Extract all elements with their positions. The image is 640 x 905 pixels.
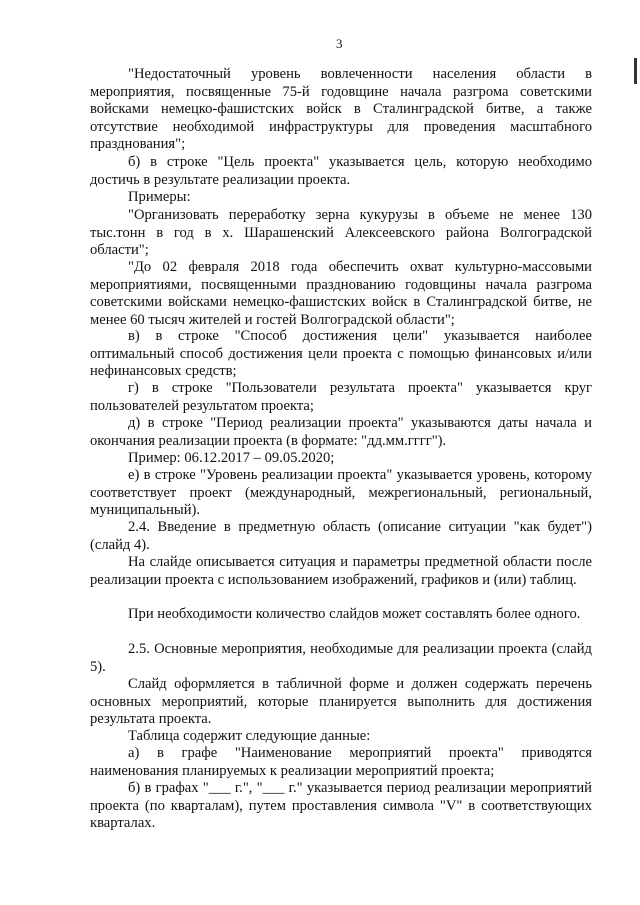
paragraph-table-contents: Таблица содержит следующие данные: xyxy=(128,728,371,744)
paragraph-period-example: Пример: 06.12.2017 – 09.05.2020; xyxy=(128,450,335,466)
paragraph-slide-4-description: На слайде описывается ситуация и параметры предметной области после реализации проекта с использованием изображений, графиков и (или) таблиц. xyxy=(90,554,592,588)
paragraph-goal: б) в строке "Цель проекта" указывается цель, которую необходимо достичь в результате реализации проекта. xyxy=(90,154,592,188)
paragraph-section-2-5: 2.5. Основные мероприятия, необходимые для реализации проекта (слайд 5). xyxy=(90,641,592,675)
paragraph-section-2-4: 2.4. Введение в предметную область (описание ситуации "как будет") (слайд 4). xyxy=(90,519,592,553)
paragraph-column-quarters: б) в графах "___ г.", "___ г." указывается период реализации мероприятий проекта (по кварталам), путем проставления символа "V" в соответствующих кварталах. xyxy=(90,780,592,832)
page-edge-mark xyxy=(634,58,637,84)
paragraph-example-1: "Организовать переработку зерна кукурузы в объеме не менее 130 тыс.тонн в год в х. Шарашенский Алексеевского района Волгоградской области"; xyxy=(90,207,592,259)
paragraph-column-names: а) в графе "Наименование мероприятий проекта" приводятся наименования планируемых к реализации мероприятий проекта; xyxy=(90,745,592,779)
paragraph-examples-heading: Примеры: xyxy=(128,189,191,205)
paragraph-example-2: "До 02 февраля 2018 года обеспечить охват культурно-массовыми мероприятиями, посвященными празднованию годовщины начала разгрома советскими войсками немецко-фашистских войск в Сталинградской битве, не менее 60 тысяч жителей и гостей Волгоградской области"; xyxy=(90,259,592,328)
paragraph-slides-count: При необходимости количество слайдов может составлять более одного. xyxy=(128,606,581,622)
paragraph-method: в) в строке "Способ достижения цели" указывается наиболее оптимальный способ достижения цели проекта с помощью финансовых и/или нефинансовых средств; xyxy=(90,328,592,380)
paragraph-problem-example: "Недостаточный уровень вовлеченности населения области в мероприятия, посвященные 75-й годовщине начала разгрома советскими войсками немецко-фашистских войск в Сталинградской битве, а также отсутствие необходимой инфраструктуры для проведения масштабного празднования"; xyxy=(90,66,592,153)
paragraph-users: г) в строке "Пользователи результата проекта" указывается круг пользователей результатом проекта; xyxy=(90,380,592,414)
page-number: 3 xyxy=(336,36,343,51)
paragraph-period: д) в строке "Период реализации проекта" указываются даты начала и окончания реализации проекта (в формате: "дд.мм.гггг"). xyxy=(90,415,592,449)
paragraph-level: е) в строке "Уровень реализации проекта" указывается уровень, которому соответствует проект (международный, межрегиональный, региональный, муниципальный). xyxy=(90,467,592,519)
paragraph-slide-5-description: Слайд оформляется в табличной форме и должен содержать перечень основных мероприятий, которые планируется выполнить для достижения результата проекта. xyxy=(90,676,592,728)
